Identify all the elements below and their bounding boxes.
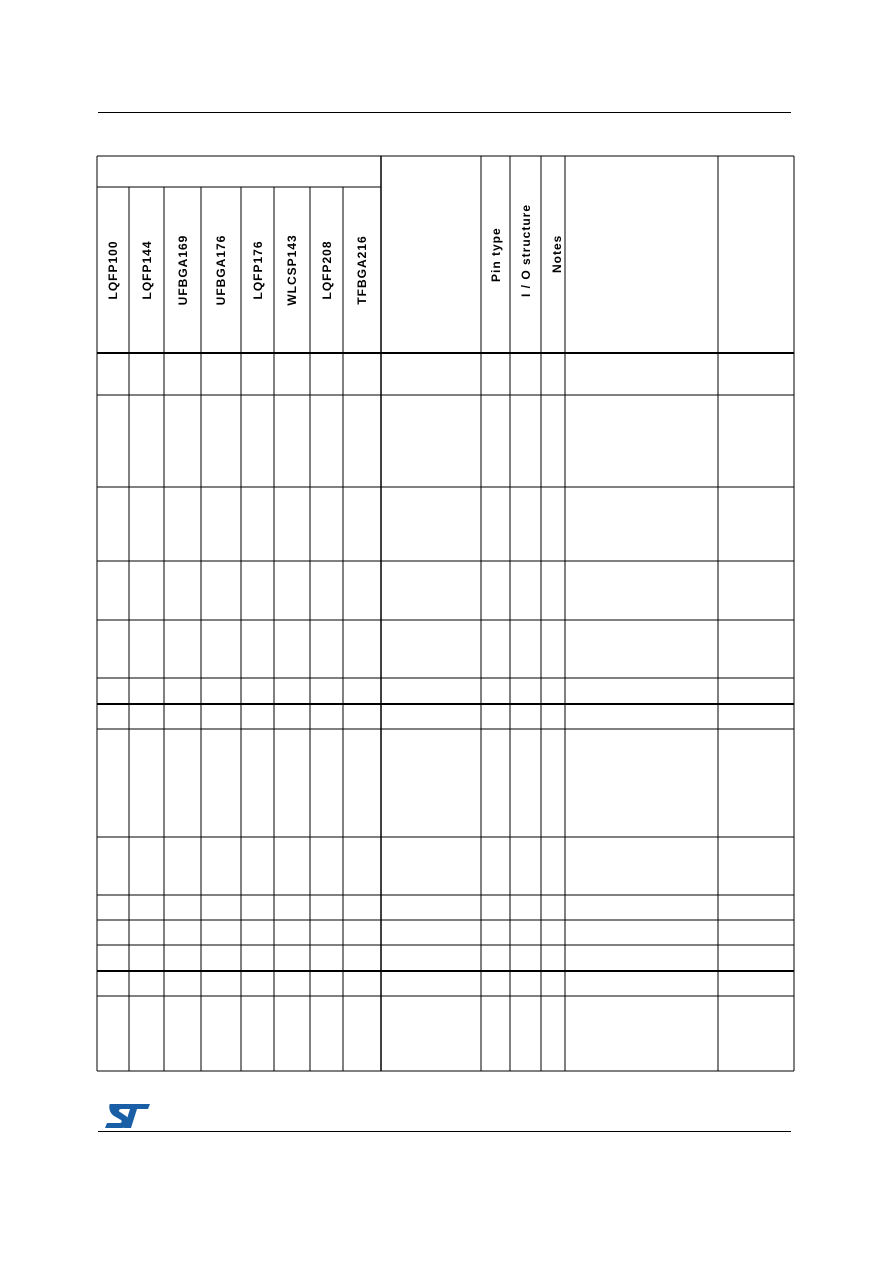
- col-header-notes: Notes: [550, 234, 564, 273]
- col-header-wlcsp143: WLCSP143: [285, 234, 299, 306]
- col-header-io-structure: I / O structure: [519, 203, 533, 297]
- table-grid: [97, 156, 794, 1071]
- col-header-lqfp144: LQFP144: [140, 240, 154, 300]
- col-header-tfbga216: TFBGA216: [355, 235, 369, 305]
- col-header-lqfp208: LQFP208: [320, 240, 334, 300]
- st-logo-s-shape: [105, 1104, 150, 1128]
- col-header-pin-type: Pin type: [489, 227, 503, 282]
- footer-rule: [98, 1131, 791, 1132]
- col-header-lqfp100: LQFP100: [106, 240, 120, 300]
- col-header-ufbga169: UFBGA169: [176, 234, 190, 306]
- col-header-lqfp176: LQFP176: [251, 240, 265, 300]
- st-logo-icon: [104, 1103, 152, 1129]
- col-header-ufbga176: UFBGA176: [214, 234, 228, 306]
